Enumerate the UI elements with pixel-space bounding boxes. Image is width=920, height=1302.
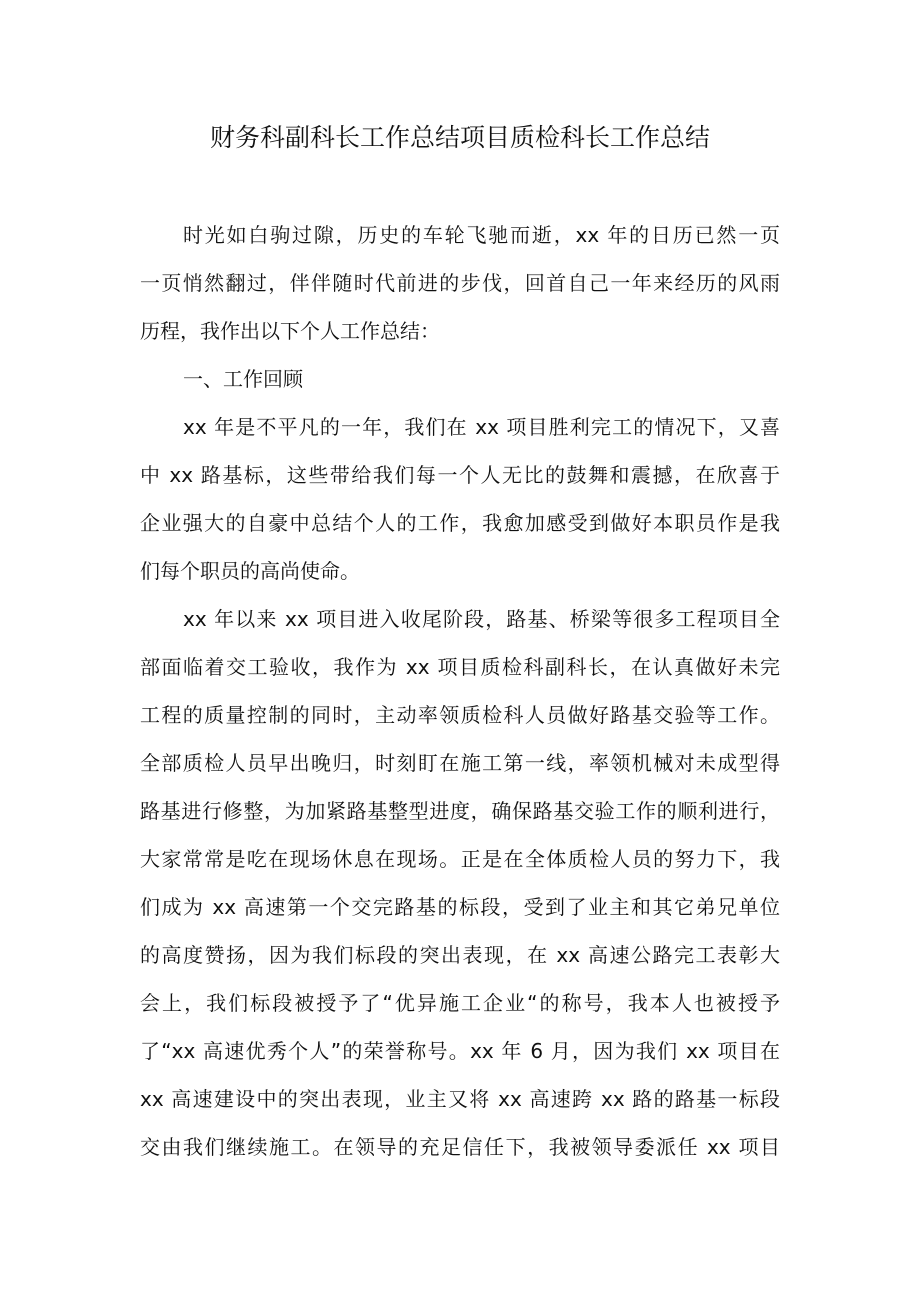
document-title: 财务科副科长工作总结项目质检科长工作总结: [209, 123, 710, 152]
paragraph-line: 们每个职员的高尚使命。: [140, 559, 360, 583]
paragraph-line: 时光如白驹过隙，历史的车轮飞驰而逝，xx 年的日历已然一页: [183, 223, 780, 247]
paragraph-line: xx 高速建设中的突出表现，业主又将 xx 高速跨 xx 路的路基一标段: [140, 1087, 780, 1111]
paragraph-line: 会上，我们标段被授予了“优异施工企业“的称号，我本人也被授予: [140, 991, 780, 1015]
paragraph-line: xx 年是不平凡的一年，我们在 xx 项目胜利完工的情况下，又喜: [183, 415, 780, 439]
paragraph-line: 历程，我作出以下个人工作总结：: [140, 319, 440, 343]
paragraph-line: 全部质检人员早出晚归，时刻盯在施工第一线，率领机械对未成型得: [140, 751, 780, 775]
paragraph-line: 们成为 xx 高速第一个交完路基的标段，受到了业主和其它弟兄单位: [140, 895, 780, 919]
paragraph-line: 企业强大的自豪中总结个人的工作，我愈加感受到做好本职员作是我: [140, 511, 780, 535]
paragraph-line: 交由我们继续施工。在领导的充足信任下，我被领导委派任 xx 项目: [140, 1135, 780, 1159]
paragraph-line: 中 xx 路基标，这些带给我们每一个人无比的鼓舞和震撼，在欣喜于: [140, 463, 780, 487]
paragraph-line: xx 年以来 xx 项目进入收尾阶段，路基、桥梁等很多工程项目全: [183, 607, 780, 631]
paragraph-line: 路基进行修整，为加紧路基整型进度，确保路基交验工作的顺利进行，: [140, 799, 780, 823]
paragraph-line: 大家常常是吃在现场休息在现场。正是在全体质检人员的努力下，我: [140, 847, 780, 871]
paragraph-line: 的高度赞扬，因为我们标段的突出表现，在 xx 高速公路完工表彰大: [140, 943, 780, 967]
paragraph-line: 部面临着交工验收，我作为 xx 项目质检科副科长，在认真做好未完: [140, 655, 780, 679]
paragraph-line: 一页悄然翻过，伴伴随时代前进的步伐，回首自己一年来经历的风雨: [140, 271, 780, 295]
section-heading: 一、工作回顾: [183, 367, 303, 391]
paragraph-line: 了“xx 高速优秀个人”的荣誉称号。xx 年 6 月，因为我们 xx 项目在: [140, 1039, 780, 1063]
paragraph-line: 工程的质量控制的同时，主动率领质检科人员做好路基交验等工作。: [140, 703, 780, 727]
